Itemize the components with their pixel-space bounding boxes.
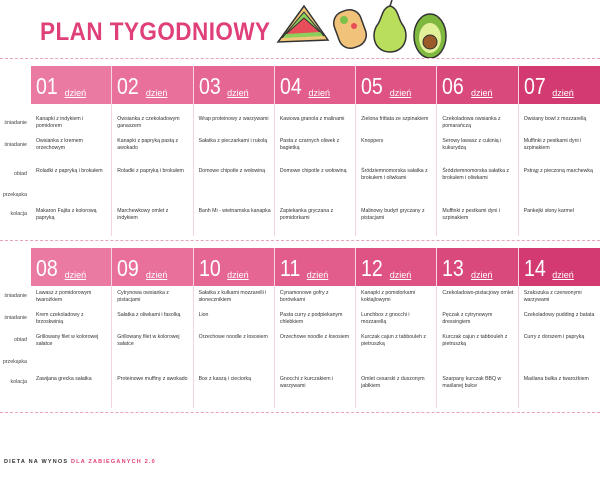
day-number: 11 [279,255,301,281]
meal-labels [0,66,30,236]
day-column [437,248,518,408]
meal-labels [0,248,30,408]
meal-lunch: Roladki z papryką i brokułem [117,168,184,174]
food-illustrations [270,0,450,58]
day-number: 02 [117,73,140,99]
footer-brand [4,459,156,465]
pear-icon [374,0,406,52]
meal-label-dinner: kolacja [10,211,27,217]
meal-dinner: Szarpany kurczak BBQ w maślanej bułce [442,376,502,390]
day-number: 09 [117,255,140,281]
meal-dinner: Malinowy budyń gryczany z pistacjami [361,208,425,222]
meal-dinner: Gnocchi z kurczakiem i warzywami [279,376,334,390]
day-column [275,66,356,236]
meal-second-breakfast: Krem czekoladowy z brzoskwinią [36,312,84,326]
day-number: 06 [442,73,465,99]
footer-brand-subtitle: DLA ZABIEGANYCH 2.0 [71,459,156,465]
day-column [112,248,193,408]
meal-second-breakfast: Pasta curry z podpiekanym chlebkiem [279,312,343,326]
wrap-icon [330,6,369,51]
footer-brand-name: DIETA NA WYNOS [4,459,69,465]
day-number: 01 [36,73,58,99]
day-column [31,66,112,236]
meal-lunch: Domowe chipotle z wołowiną [279,168,347,174]
day-header [275,66,355,104]
day-word: dzień [64,270,87,280]
meal-dinner: Marchewkowy omlet z indykiem [117,208,169,222]
day-number: 07 [523,73,546,99]
day-header [31,66,111,104]
meal-breakfast: Kanapki z indykiem i pomidorem [36,116,84,130]
meal-lunch: Orzechowe noodle z łososiem [279,334,350,340]
day-word: dzień [471,88,493,98]
meal-label-second-breakfast: śniadanie [4,142,27,148]
meal-breakfast: Sałatka z kulkami mozzarelli i słonecznikiem [198,290,267,304]
day-column [356,66,437,236]
meal-second-breakfast: Sałatka z oliwkami i fasolką [117,312,181,318]
meal-breakfast: Cynamonowe gofry z borówkami [279,290,329,304]
meal-dinner: Zapiekanka gryczana z pomidorkami [279,208,334,222]
divider-middle [0,240,600,241]
meal-label-snack: przekąska [2,359,27,365]
week-block-1 [0,66,600,236]
meal-second-breakfast: Pęczak z cytrynowym dressingiem [442,312,493,326]
meal-breakfast: Czekoladowa owsianka z pomarańczą [442,116,501,130]
day-word: dzień [64,88,87,98]
day-header [519,66,600,104]
day-word: dzień [389,270,412,280]
meal-second-breakfast: Knoppers [361,138,384,144]
day-word: dzień [552,88,574,98]
meal-second-breakfast: Lion [198,312,209,318]
meal-lunch: Pstrąg z pieczoną marchewką [523,168,593,174]
week-block-2 [0,248,600,408]
day-column [519,66,600,236]
day-word: dzień [227,270,249,280]
meal-second-breakfast: Sałatka z pieczarkami i rukolą [198,138,268,144]
day-header [437,248,517,286]
meal-lunch: Grillowany filet w kolorowej sałatce [117,334,180,348]
divider-bottom [0,412,600,413]
day-number: 03 [198,73,221,99]
meal-label-second-breakfast: śniadanie [4,315,27,321]
day-word: dzień [389,88,412,98]
meal-second-breakfast: Czekoladowy pudding z batata [523,312,595,318]
meal-lunch: Orzechowe noodle z łososiem [198,334,268,340]
day-column [194,66,275,236]
day-column [437,66,518,236]
meal-label-snack: przekąska [2,192,27,198]
day-column [194,248,275,408]
meal-breakfast: Owsiany bowl z mozzarellą [523,116,587,122]
day-word: dzień [471,270,493,280]
day-column [519,248,600,408]
meal-second-breakfast: Muffinki z pestkami dyni i szpinakiem [523,138,582,152]
meal-label-lunch: obiad [14,171,27,177]
day-column [112,66,193,236]
day-header [519,248,600,286]
meal-dinner: Banh Mi - wietnamska kanapka [198,208,271,214]
day-header [112,248,192,286]
meal-breakfast: Wrap proteinowy z warzywami [198,116,269,122]
meal-breakfast: Cytrynowa owsianka z pistacjami [117,290,169,304]
avocado-icon [414,14,446,58]
day-word: dzień [308,88,330,98]
meal-dinner: Makaron Fajita z kolorową papryką [36,208,97,222]
meal-dinner: Pankejki słony karmel [523,208,574,214]
day-number: 12 [361,255,383,281]
day-header [356,66,436,104]
meal-dinner: Proteinowe muffiny z awokado [117,376,188,382]
day-header [356,248,436,286]
meal-lunch: Domowe chipotle z wołowiną [198,168,266,174]
sandwich-icon [278,6,328,42]
meal-second-breakfast: Lunchbox z gnocchi i mozzarellą [361,312,410,326]
meal-second-breakfast: Owsianka z kremem orzechowym [36,138,83,152]
page-title: PLAN TYGODNIOWY [40,18,271,46]
day-number: 14 [523,255,546,281]
days-row [31,66,600,236]
meal-lunch: Kurczak cajun z tabbouleh z pietruszką [442,334,508,348]
day-number: 10 [198,255,221,281]
meal-breakfast: Kanapki z pomidorkami koktajlowymi [361,290,416,304]
day-number: 05 [361,73,383,99]
day-number: 08 [36,255,58,281]
meal-label-dinner: kolacja [10,379,27,385]
day-word: dzień [145,88,168,98]
meal-breakfast: Kawowa granola z malinami [279,116,345,122]
meal-dinner: Maślana bułka z twarożkiem [523,376,589,382]
meal-lunch: Roladki z papryką i brokułem [36,168,103,174]
day-column [275,248,356,408]
meal-lunch: Grillowany filet w kolorowej sałatce [36,334,99,348]
day-header [437,66,517,104]
meal-second-breakfast: Pasta z czarnych oliwek z bagietką [279,138,340,152]
day-column [31,248,112,408]
day-word: dzień [145,270,168,280]
day-word: dzień [227,88,249,98]
day-header [31,248,111,286]
meal-dinner: Box z kaszą i cieciorką [198,376,252,382]
day-word: dzień [552,270,574,280]
meal-dinner: Muffinki z pestkami dyni i szpinakiem [442,208,500,222]
day-header [194,66,274,104]
meal-lunch: Kurczak cajun z tabbouleh z pietruszką [361,334,427,348]
divider-top [0,58,600,59]
meal-label-breakfast: śniadanie [4,293,27,299]
meal-lunch: Śródziemnomorska sałatka z brokułem i oliwkami [442,168,510,182]
meal-label-breakfast: śniadanie [4,120,27,126]
meal-label-lunch: obiad [14,337,27,343]
meal-lunch: Curry z dorszem i papryką [523,334,585,340]
meal-dinner: Zawijana grecka sałatka [36,376,92,382]
meal-breakfast: Lawasz z pomidorowym twarożkiem [36,290,92,304]
meal-second-breakfast: Serowy lawasz z cukinią i kukurydzą [442,138,502,152]
day-number: 13 [442,255,465,281]
meal-breakfast: Zielona frittata ze szpinakiem [361,116,429,122]
day-number: 04 [279,73,302,99]
day-header [194,248,274,286]
meal-lunch: Śródziemnomorska sałatka z brokułem i oliwkami [361,168,428,182]
meal-dinner: Omlet cesarski z duszonym jabłkiem [361,376,425,390]
meal-breakfast: Szakszuka z czerwonymi warzywami [523,290,582,304]
day-word: dzień [306,270,329,280]
days-row [31,248,600,408]
day-header [112,66,192,104]
day-column [356,248,437,408]
meal-breakfast: Czekoladowo-pistacjowy omlet [442,290,514,296]
meal-second-breakfast: Kanapki z papryką pastą z awokado [117,138,179,152]
meal-breakfast: Owsianka z czekoladowym ganaszem [117,116,180,130]
day-header [275,248,355,286]
